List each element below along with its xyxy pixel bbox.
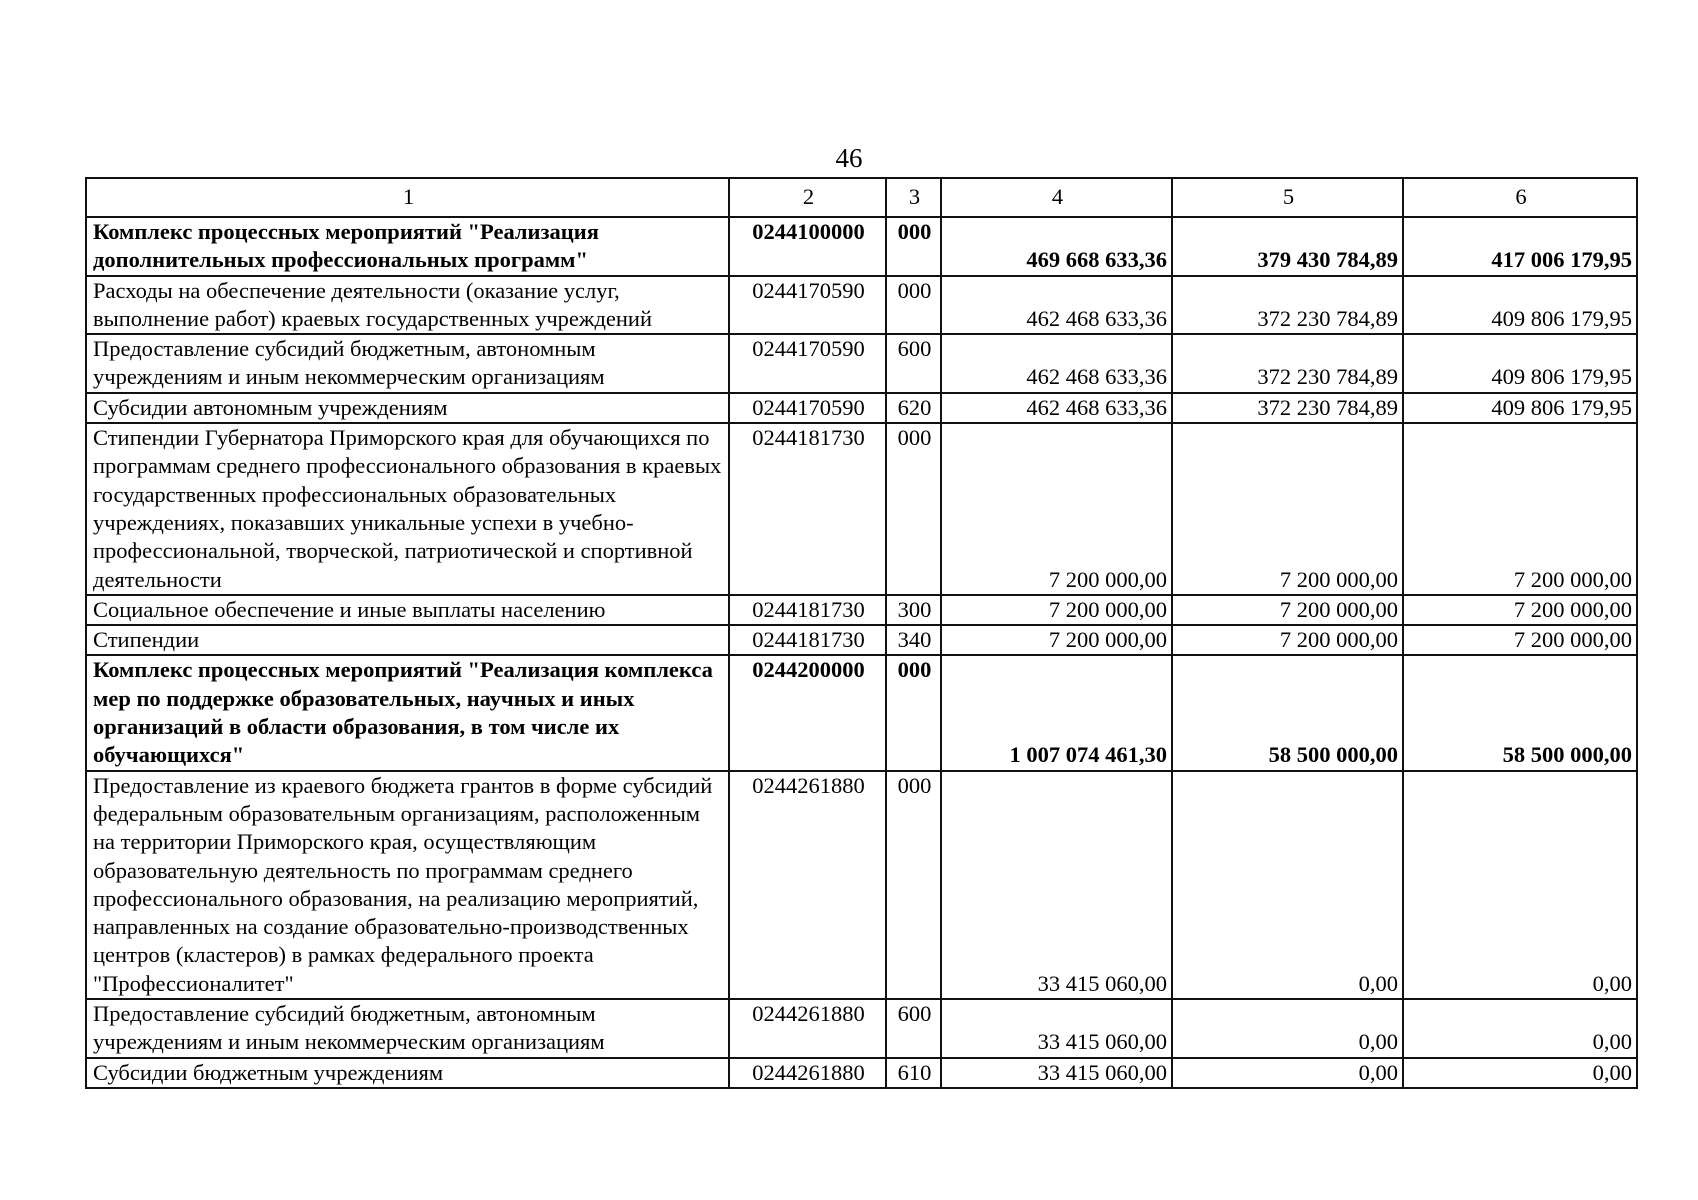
amount-year-1-cell: 462 468 633,36 (941, 334, 1172, 393)
amount-year-2-cell: 372 230 784,89 (1172, 334, 1403, 393)
amount-year-3-cell: 417 006 179,95 (1403, 217, 1637, 276)
expense-type-code-cell: 300 (886, 595, 941, 625)
target-article-code-cell: 0244170590 (729, 276, 886, 335)
table-row (86, 999, 1637, 1058)
amount-year-2-cell: 7 200 000,00 (1172, 595, 1403, 625)
target-article-code-cell: 0244261880 (729, 771, 886, 999)
amount-year-3-cell: 7 200 000,00 (1403, 423, 1637, 595)
amount-year-3-cell: 58 500 000,00 (1403, 655, 1637, 770)
amount-year-1-cell: 7 200 000,00 (941, 595, 1172, 625)
target-article-code-cell: 0244261880 (729, 999, 886, 1058)
amount-year-3-cell: 0,00 (1403, 1058, 1637, 1088)
expense-name-cell: Социальное обеспечение и иные выплаты населению (86, 595, 729, 625)
amount-year-2-cell: 372 230 784,89 (1172, 393, 1403, 423)
expense-name-cell: Предоставление субсидий бюджетным, автономным учреждениям и иным некоммерческим организациям (86, 334, 729, 393)
amount-year-3-cell: 7 200 000,00 (1403, 595, 1637, 625)
target-article-code-cell: 0244181730 (729, 625, 886, 655)
column-number-header: 2 (729, 178, 886, 217)
column-number-header: 1 (86, 178, 729, 217)
expense-type-code-cell: 620 (886, 393, 941, 423)
amount-year-1-cell: 462 468 633,36 (941, 276, 1172, 335)
amount-year-3-cell: 7 200 000,00 (1403, 625, 1637, 655)
expense-type-code-cell: 340 (886, 625, 941, 655)
amount-year-1-cell: 462 468 633,36 (941, 393, 1172, 423)
amount-year-3-cell: 409 806 179,95 (1403, 393, 1637, 423)
expense-name-cell: Расходы на обеспечение деятельности (оказание услуг, выполнение работ) краевых государственных учреждений (86, 276, 729, 335)
amount-year-1-cell: 7 200 000,00 (941, 423, 1172, 595)
table-row (86, 217, 1637, 276)
expense-type-code-cell: 000 (886, 423, 941, 595)
expense-name-cell: Субсидии автономным учреждениям (86, 393, 729, 423)
table-row (86, 771, 1637, 999)
expense-name-cell: Комплекс процессных мероприятий "Реализация дополнительных профессиональных программ" (86, 217, 729, 276)
amount-year-1-cell: 33 415 060,00 (941, 1058, 1172, 1088)
target-article-code-cell: 0244170590 (729, 334, 886, 393)
column-number-header: 6 (1403, 178, 1637, 217)
amount-year-1-cell: 7 200 000,00 (941, 625, 1172, 655)
table-row (86, 334, 1637, 393)
target-article-code-cell: 0244200000 (729, 655, 886, 770)
amount-year-2-cell: 7 200 000,00 (1172, 423, 1403, 595)
column-number-header: 5 (1172, 178, 1403, 217)
table-row (86, 1058, 1637, 1088)
amount-year-3-cell: 409 806 179,95 (1403, 334, 1637, 393)
target-article-code-cell: 0244181730 (729, 423, 886, 595)
column-number-row (86, 178, 1637, 217)
amount-year-2-cell: 58 500 000,00 (1172, 655, 1403, 770)
budget-table (85, 177, 1638, 1089)
table-row (86, 393, 1637, 423)
expense-name-cell: Предоставление из краевого бюджета грантов в форме субсидий федеральным образовательным организациям, расположенным на территории Приморского края, осуществляющим образовательную деятельность по программам среднего профессионального образования, на реализацию мероприятий, направленных на создание образовательно-производственных центров (кластеров) в рамках федерального проекта "Профессионалитет" (86, 771, 729, 999)
expense-name-cell: Стипендии Губернатора Приморского края для обучающихся по программам среднего профессионального образования в краевых государственных профессиональных образовательных учреждениях, показавших уникальные успехи в учебно-профессиональной, творческой, патриотической и спортивной деятельности (86, 423, 729, 595)
amount-year-2-cell: 0,00 (1172, 771, 1403, 999)
expense-type-code-cell: 000 (886, 771, 941, 999)
column-number-header: 3 (886, 178, 941, 217)
expense-name-cell: Комплекс процессных мероприятий "Реализация комплекса мер по поддержке образовательных, научных и иных организаций в области образования, в том числе их обучающихся" (86, 655, 729, 770)
target-article-code-cell: 0244181730 (729, 595, 886, 625)
page-number: 46 (835, 143, 863, 173)
table-row (86, 595, 1637, 625)
amount-year-2-cell: 372 230 784,89 (1172, 276, 1403, 335)
table-row (86, 423, 1637, 595)
expense-name-cell: Предоставление субсидий бюджетным, автономным учреждениям и иным некоммерческим организациям (86, 999, 729, 1058)
expense-type-code-cell: 000 (886, 276, 941, 335)
amount-year-2-cell: 0,00 (1172, 1058, 1403, 1088)
column-number-header: 4 (941, 178, 1172, 217)
expense-type-code-cell: 600 (886, 334, 941, 393)
table-row (86, 655, 1637, 770)
amount-year-1-cell: 33 415 060,00 (941, 771, 1172, 999)
expense-type-code-cell: 610 (886, 1058, 941, 1088)
amount-year-2-cell: 379 430 784,89 (1172, 217, 1403, 276)
amount-year-3-cell: 409 806 179,95 (1403, 276, 1637, 335)
target-article-code-cell: 0244170590 (729, 393, 886, 423)
amount-year-2-cell: 7 200 000,00 (1172, 625, 1403, 655)
table-body (86, 217, 1637, 1088)
amount-year-3-cell: 0,00 (1403, 999, 1637, 1058)
target-article-code-cell: 0244100000 (729, 217, 886, 276)
expense-type-code-cell: 600 (886, 999, 941, 1058)
amount-year-1-cell: 469 668 633,36 (941, 217, 1172, 276)
expense-name-cell: Стипендии (86, 625, 729, 655)
amount-year-1-cell: 1 007 074 461,30 (941, 655, 1172, 770)
table-row (86, 276, 1637, 335)
table-row (86, 625, 1637, 655)
amount-year-1-cell: 33 415 060,00 (941, 999, 1172, 1058)
target-article-code-cell: 0244261880 (729, 1058, 886, 1088)
amount-year-3-cell: 0,00 (1403, 771, 1637, 999)
expense-name-cell: Субсидии бюджетным учреждениям (86, 1058, 729, 1088)
expense-type-code-cell: 000 (886, 217, 941, 276)
amount-year-2-cell: 0,00 (1172, 999, 1403, 1058)
expense-type-code-cell: 000 (886, 655, 941, 770)
